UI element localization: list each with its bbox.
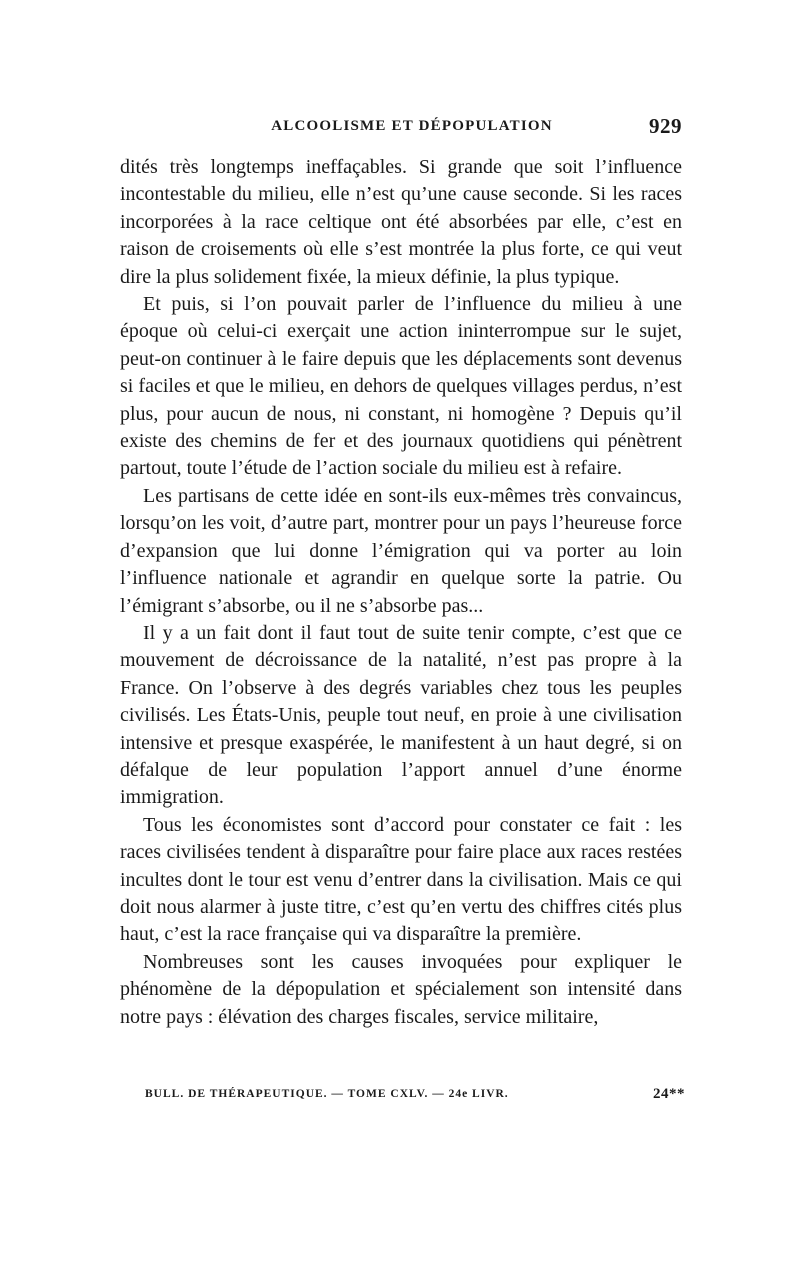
body-text [120, 154, 682, 1031]
paragraph-continued: dités très longtemps ineffaçables. Si grande que soit l’influence incontestable du milieu, elle n’est qu’une cause seconde. Si les races incorporées à la race celtique ont été absorbées par elle, c’est en raison de croisements où elle s’est montrée la plus forte, ce qui veut dire la plus solidement fixée, la mieux définie, la plus typique. [120, 156, 682, 288]
paragraph: Il y a un fait dont il faut tout de suite tenir compte, c’est que ce mouvement de décroissance de la natalité, n’est pas propre à la France. On l’observe à des degrés variables chez tous les peuples civilisés. Les États-Unis, peuple tout neuf, en proie à une civilisation intensive et presque exaspérée, le manifestent à un haut degré, si on défalque de leur population l’apport annuel d’une énorme immigration. [120, 621, 682, 809]
running-title: ALCOOLISME ET DÉPOPULATION [271, 118, 553, 134]
paragraph: Nombreuses sont les causes invoquées pour expliquer le phénomène de la dépopulation et spécialement son intensité dans notre pays : élévation des charges fiscales, service militaire, [120, 950, 682, 1028]
paragraph: Tous les économistes sont d’accord pour constater ce fait : les races civilisées tendent à disparaître pour faire place aux races restées incultes dont le tour est venu d’entrer dans la civilisation. Mais ce qui doit nous alarmer à juste titre, c’est qu’en vertu des chiffres cités plus haut, c’est la race française qui va disparaître la première. [120, 813, 682, 946]
paragraph: Et puis, si l’on pouvait parler de l’influence du milieu à une époque où celui-ci exerçait une action ininterrompue sur le sujet, peut-on continuer à le faire depuis que les déplacements sont devenus si faciles et que le milieu, en dehors de quelques villages perdus, n’est plus, pour aucun de nous, ni constant, ni homogène ? Depuis qu’il existe des chemins de fer et des journaux quotidiens qui pénètrent partout, toute l’étude de l’action sociale du milieu est à refaire. [120, 293, 682, 480]
signature-mark: 24** [653, 1086, 685, 1102]
page-footer [145, 1086, 685, 1108]
paragraph: Les partisans de cette idée en sont-ils eux-mêmes très convaincus, lorsqu’on les voit, d’autre part, montrer pour un pays l’heureuse force d’expansion que lui donne l’émigration qui va porter au loin l’influence nationale et agrandir en quelque sorte la patrie. Ou l’émigrant s’absorbe, ou il ne s’absorbe pas... [120, 484, 682, 617]
bulletin-reference: BULL. DE THÉRAPEUTIQUE. — TOME CXLV. — 24e LIVR. [145, 1088, 509, 1100]
page-number: 929 [649, 114, 682, 138]
running-head [120, 116, 682, 146]
